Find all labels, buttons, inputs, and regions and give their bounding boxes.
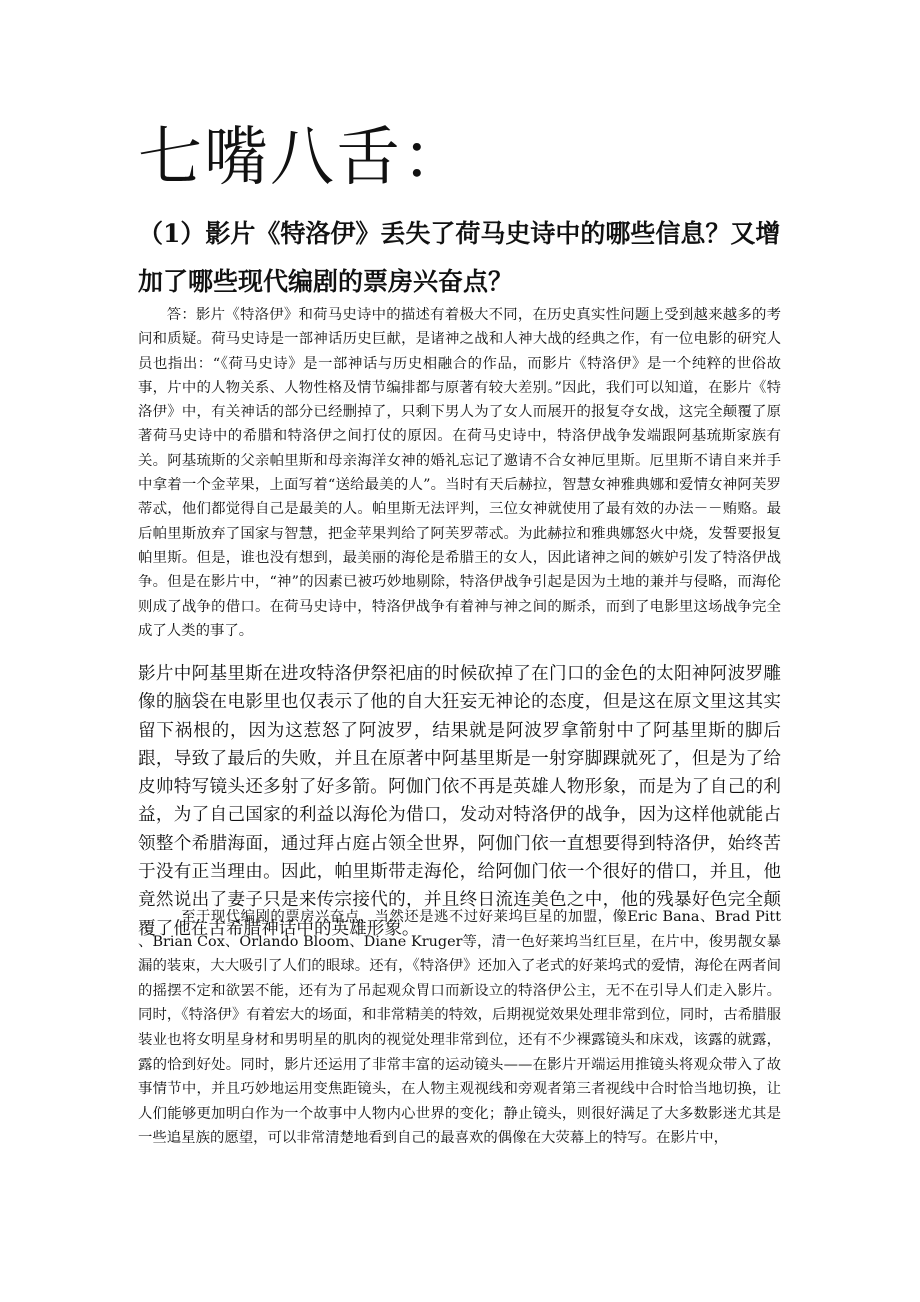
page-title: 七嘴八舌： (138, 121, 468, 195)
answer-paragraph: 答：影片《特洛伊》和荷马史诗中的描述有着极大不同，在历史真实性问题上受到越来越多的考问和质疑。荷马史诗是一部神话历史巨献，是诸神之战和人神大战的经典之作，有一位电影的研究人员也指出：“《荷马史诗》是一部神话与历史相融合的作品，而影片《特洛伊》是一个纯粹的世俗故事，片中的人物关系、人物性格及情节编排都与原著有较大差别。”因此，我们可以知道，在影片《特洛伊》中，有关神话的部分已经删掉了，只剩下男人为了女人而展开的报复夺女战，这完全颠覆了原著荷马史诗中的希腊和特洛伊之间打仗的原因。在荷马史诗中，特洛伊战争发端跟阿基琉斯家族有关。阿基琉斯的父亲帕里斯和母亲海洋女神的婚礼忘记了邀请不合女神厄里斯。厄里斯不请自来并手中拿着一个金苹果，上面写着“送给最美的人”。当时有天后赫拉，智慧女神雅典娜和爱情女神阿芙罗蒂忒，他们都觉得自己是最美的人。帕里斯无法评判，三位女神就使用了最有效的办法－－贿赂。最后帕里斯放弃了国家与智慧，把金苹果判给了阿芙罗蒂忒。为此赫拉和雅典娜怒火中烧，发誓要报复帕里斯。但是，谁也没有想到，最美丽的海伦是希腊王的女人，因此诸神之间的嫉妒引发了特洛伊战争。但是在影片中，“神”的因素已被巧妙地剔除，特洛伊战争引起是因为土地的兼并与侵略，而海伦则成了战争的借口。在荷马史诗中，特洛伊战争有着神与神之间的厮杀，而到了电影里这场战争完全成了人类的事了。 (138, 307, 781, 639)
question-heading: （1）影片《特洛伊》丢失了荷马史诗中的哪些信息？又增加了哪些现代编剧的票房兴奋点？ (138, 219, 781, 296)
box-office-paragraph: 至于现代编剧的票房兴奋点，当然还是逃不过好莱坞巨星的加盟，像Eric Bana、Brad Pitt 、Brian Cox、Orlando Bloom、Diane Kruger等，清一色好莱坞当红巨星，在片中，俊男靓女暴漏的装束，大大吸引了人们的眼球。还有，《特洛伊》还加入了老式的好莱坞式的爱情，海伦在两者间的摇摆不定和欲罢不能，还有为了吊起观众胃口而新设立的特洛伊公主，无不在引导人们走入影片。同时，《特洛伊》有着宏大的场面，和非常精美的特效，后期视觉效果处理非常到位，同时，古希腊服装业也将女明星身材和男明星的肌肉的视觉处理非常到位，还有不少裸露镜头和床戏，该露的就露，露的恰到好处。同时，影片还运用了非常丰富的运动镜头——在影片开端运用推镜头将观众带入了故事情节中，并且巧妙地运用变焦距镜头，在人物主观视线和旁观者第三者视线中合时恰当地切换，让人们能够更加明白作为一个故事中人物内心世界的变化；静止镜头，则很好满足了大多数影迷尤其是一些追星族的愿望，可以非常清楚地看到自己的最喜欢的偶像在大荧幕上的特写。在影片中， (138, 909, 781, 1147)
answer-paragraph-continued: 影片中阿基里斯在进攻特洛伊祭祀庙的时候砍掉了在门口的金色的太阳神阿波罗雕像的脑袋在电影里也仅表示了他的自大狂妄无神论的态度，但是这在原文里这其实留下祸根的，因为这惹怒了阿波罗，结果就是阿波罗拿箭射中了阿基里斯的脚后跟，导致了最后的失败，并且在原著中阿基里斯是一射穿脚踝就死了，但是为了给皮帅特写镜头还多射了好多箭。阿伽门依不再是英雄人物形象，而是为了自己的利益，为了自己国家的利益以海伦为借口，发动对特洛伊的战争，因为这样他就能占领整个希腊海面，通过拜占庭占领全世界，阿伽门依一直想要得到特洛伊，始终苦于没有正当理由。因此，帕里斯带走海伦，给阿伽门依一个很好的借口，并且，他竟然说出了妻子只是来传宗接代的，并且终日流连美色之中，他的残暴好色完全颠覆了他在古希腊神话中的英雄形象。 (138, 664, 781, 939)
